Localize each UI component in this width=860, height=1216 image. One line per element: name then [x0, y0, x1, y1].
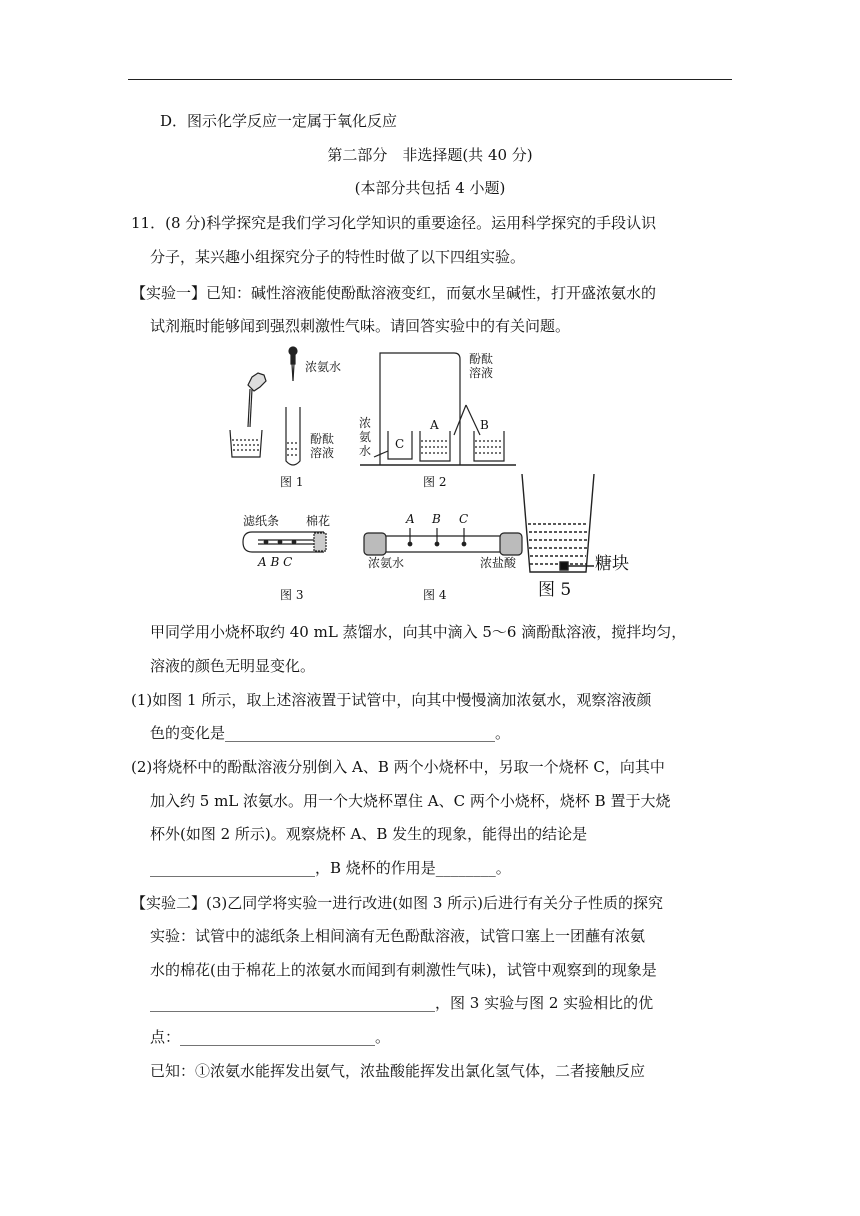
figure-3-drawing: [240, 528, 332, 558]
paragraph-1-line1: 甲同学用小烧杯取约 40 mL 蒸馏水，向其中滴入 5～6 滴酚酞溶液，搅拌均匀，: [150, 623, 687, 641]
question-11-line1: 11．(8 分)科学探究是我们学习化学知识的重要途径。运用科学探究的手段认识: [131, 214, 657, 232]
figure-5-caption: 图 5: [538, 580, 572, 600]
fig3-label-filter-paper: 滤纸条: [243, 514, 280, 528]
fig2-beaker-c: C: [395, 437, 405, 451]
question-1-line1: (1)如图 1 所示，取上述溶液置于试管中，向其中慢慢滴加浓氨水，观察溶液颜: [131, 691, 652, 709]
figure-5-drawing: [520, 472, 600, 578]
fig4-point-a: A: [406, 512, 415, 526]
experiment-2-line2: 实验：试管中的滤纸条上相间滴有无色酚酞溶液，试管口塞上一团蘸有浓氨: [150, 927, 646, 945]
question-2-line3: 杯外(如图 2 所示)。观察烧杯 A、B 发生的现象，能得出的结论是: [150, 825, 588, 843]
fig3-label-abc: A B C: [258, 555, 293, 569]
fig2-beaker-b: B: [480, 418, 489, 432]
fig2-beaker-a: A: [430, 418, 439, 432]
fig4-point-b: B: [432, 512, 441, 526]
figure-3-caption: 图 3: [280, 588, 304, 602]
part-note: (本部分共包括 4 小题): [354, 179, 506, 197]
figure-4-caption: 图 4: [423, 588, 447, 602]
known-line1: 已知：①浓氨水能挥发出氨气，浓盐酸能挥发出氯化氢气体，二者接触反应: [150, 1062, 646, 1080]
part-title: 第二部分 非选择题(共 40 分): [327, 146, 533, 164]
header-rule: [128, 79, 732, 80]
experiment-1-line1: 【实验一】已知：碱性溶液能使酚酞溶液变红，而氨水呈碱性，打开盛浓氨水的: [131, 284, 657, 302]
fig1-label-ammonia: 浓氨水: [305, 360, 342, 374]
figure-1-caption: 图 1: [280, 475, 304, 489]
fig4-label-ammonia: 浓氨水: [368, 556, 405, 570]
fig1-label-phenolphthalein: 酚酞溶液: [310, 432, 335, 460]
experiment-2-line4: ______________________________________，图 3 实验与图 2 实验相比的优: [150, 994, 654, 1012]
question-2-line1: (2)将烧杯中的酚酞溶液分别倒入 A、B 两个小烧杯中，另取一个烧杯 C，向其中: [131, 758, 665, 776]
paragraph-1-line2: 溶液的颜色无明显变化。: [150, 657, 316, 675]
fig4-label-hcl: 浓盐酸: [480, 556, 517, 570]
fig2-label-phenolphthalein: 酚酞溶液: [469, 352, 494, 380]
experiment-2-line5: 点：__________________________。: [150, 1028, 391, 1046]
experiment-2-line3: 水的棉花(由于棉花上的浓氨水而闻到有刺激性气味)，试管中观察到的现象是: [150, 961, 657, 979]
option-d: D．图示化学反应一定属于氧化反应: [160, 112, 398, 130]
figure-1-drawing: [222, 345, 302, 470]
question-2-line4: ______________________，B 烧杯的作用是________。: [150, 859, 511, 877]
experiment-2-line1: 【实验二】(3)乙同学将实验一进行改进(如图 3 所示)后进行有关分子性质的探究: [131, 894, 664, 912]
figure-2-caption: 图 2: [423, 475, 447, 489]
question-11-line2: 分子，某兴趣小组探究分子的特性时做了以下四组实验。: [150, 248, 526, 266]
fig4-point-c: C: [459, 512, 469, 526]
question-2-line2: 加入约 5 mL 浓氨水。用一个大烧杯罩住 A、C 两个小烧杯，烧杯 B 置于大烧: [150, 792, 671, 810]
experiment-1-line2: 试剂瓶时能够闻到强烈刺激性气味。请回答实验中的有关问题。: [150, 317, 571, 335]
fig2-label-ammonia: 浓氨水: [359, 416, 372, 458]
fig3-label-cotton: 棉花: [306, 514, 331, 528]
fig5-label-sugar: 糖块: [595, 554, 629, 574]
question-1-line2: 色的变化是____________________________________。: [150, 724, 511, 742]
